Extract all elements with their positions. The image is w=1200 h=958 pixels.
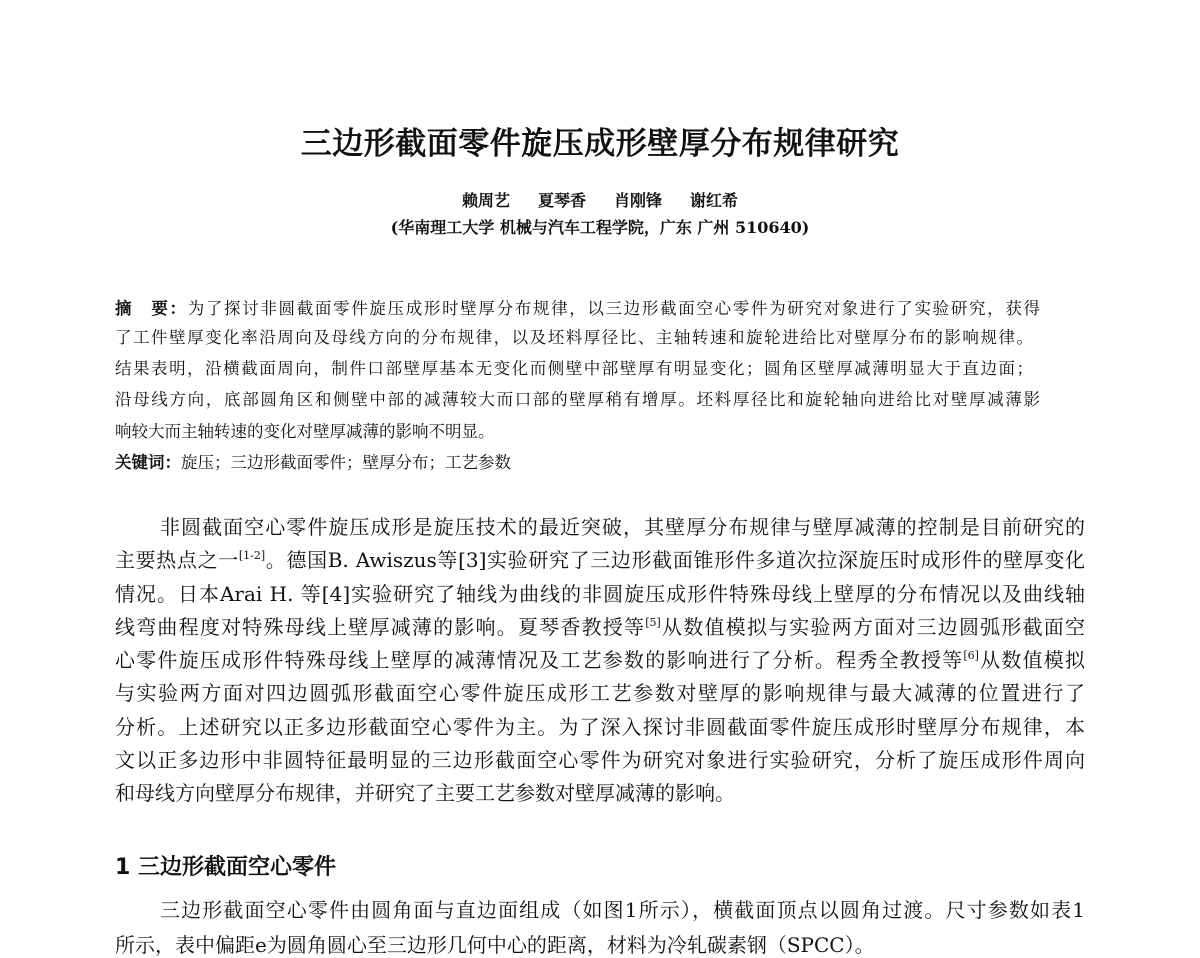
text: 从数值模拟 xyxy=(978,648,1086,672)
paper-title: 三边形截面零件旋压成形壁厚分布规律研究 xyxy=(300,126,900,162)
body-line: 与实验两方面对四边圆弧形截面空心零件旋压成形工艺参数对壁厚的影响规律与最大减薄的位置进行了 xyxy=(115,681,1085,705)
abstract-text: 为了探讨非圆截面零件旋压成形时壁厚分布规律，以三边形截面空心零件为研究对象进行了实验研究，获得 xyxy=(187,299,1041,318)
author: 夏琴香 xyxy=(537,191,586,210)
body-line: 情况。日本Arai H. 等[4]实验研究了轴线为曲线的非圆旋压成形件特殊母线上壁厚的分布情况以及曲线轴 xyxy=(115,582,1085,606)
author: 赖周艺 xyxy=(461,191,510,210)
author: 肖刚锋 xyxy=(614,191,663,210)
text: 心零件旋压成形件特殊母线上壁厚的减薄情况及工艺参数的影响进行了分析。程秀全教授等 xyxy=(115,648,964,672)
citation: [1-2] xyxy=(238,549,266,562)
body-line xyxy=(115,647,1085,673)
abstract-line: 响较大而主轴转速的变化对壁厚减薄的影响不明显。 xyxy=(115,422,495,441)
keywords xyxy=(115,452,1040,474)
text: 主要热点之一 xyxy=(115,548,239,572)
body-line: 分析。上述研究以正多边形截面空心零件为主。为了深入探讨非圆截面零件旋压成形时壁厚分布规律，本 xyxy=(115,715,1085,739)
keywords-text: 旋压；三边形截面零件；壁厚分布；工艺参数 xyxy=(181,453,511,472)
citation: [6] xyxy=(963,649,979,662)
citation: [5] xyxy=(645,616,661,629)
body-line: 所示，表中偏距e为圆角圆心至三边形几何中心的距离，材料为冷轧碳素钢（SPCC）。 xyxy=(115,933,875,957)
abstract-line xyxy=(115,298,1040,320)
body-line xyxy=(115,547,1085,573)
body-line: 文以正多边形中非圆特征最明显的三边形截面空心零件为研究对象进行实验研究，分析了旋压成形件周向 xyxy=(115,748,1085,772)
abstract-label: 摘 要： xyxy=(115,299,188,318)
body-line: 非圆截面空心零件旋压成形是旋压技术的最近突破，其壁厚分布规律与壁厚减薄的控制是目前研究的 xyxy=(160,515,1085,539)
abstract-line: 了工件壁厚变化率沿周向及母线方向的分布规律，以及坯料厚径比、主轴转速和旋轮进给比对壁厚分布的影响规律。 xyxy=(115,328,1033,347)
abstract-line: 结果表明，沿横截面周向，制件口部壁厚基本无变化而侧壁中部壁厚有明显变化；圆角区壁厚减薄明显大于直边面； xyxy=(115,359,1033,378)
text: 线弯曲程度对特殊母线上壁厚减薄的影响。夏琴香教授等 xyxy=(115,615,646,639)
affiliation: (华南理工大学 机械与汽车工程学院，广东 广州 510640) xyxy=(390,218,810,237)
abstract-line: 沿母线方向，底部圆角区和侧壁中部的减薄较大而口部的壁厚稍有增厚。坯料厚径比和旋轮轴向进给比对壁厚减薄影 xyxy=(115,390,1040,409)
body-line: 和母线方向壁厚分布规律，并研究了主要工艺参数对壁厚减薄的影响。 xyxy=(115,781,735,805)
keywords-label: 关键词： xyxy=(115,453,181,472)
author-list xyxy=(0,188,1200,211)
body-line: 三边形截面空心零件由圆角面与直边面组成（如图1所示），横截面顶点以圆角过渡。尺寸参数如表1 xyxy=(160,898,1085,922)
author: 谢红希 xyxy=(690,191,739,210)
text: 从数值模拟与实验两方面对三边圆弧形截面空 xyxy=(660,615,1086,639)
section-heading: 1 三边形截面空心零件 xyxy=(115,855,336,880)
text: 。德国B. Awiszus等[3]实验研究了三边形截面锥形件多道次拉深旋压时成形件的壁厚变化 xyxy=(265,548,1086,572)
body-line xyxy=(115,614,1085,640)
